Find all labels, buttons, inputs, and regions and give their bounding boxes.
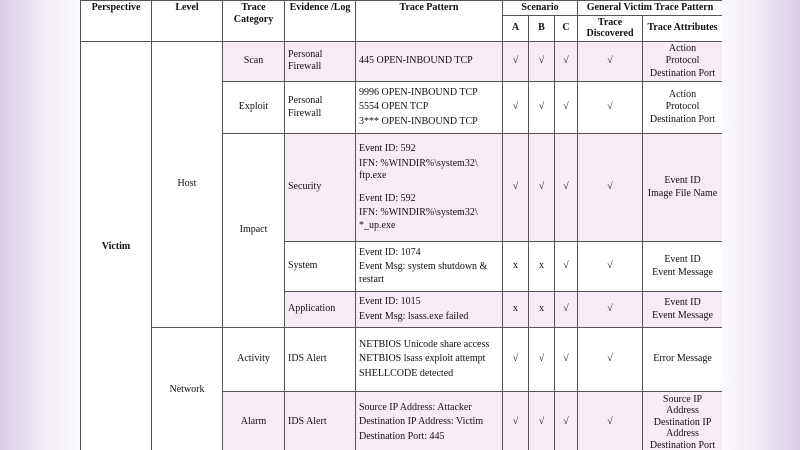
header-scenario: Scenario xyxy=(503,1,578,16)
attributes-cell xyxy=(643,41,722,82)
pattern-line: IFN: %WINDIR%\system32\ ftp.exe xyxy=(359,157,478,181)
trace-discovered-mark: √ xyxy=(578,392,643,450)
evidence-cell: IDS Alert xyxy=(285,392,356,450)
pattern-line: 445 OPEN-INBOUND TCP xyxy=(359,55,473,66)
attribute-item: Event ID xyxy=(664,254,701,265)
pattern-line: SHELLCODE detected xyxy=(359,367,454,379)
scenario-b-mark: x xyxy=(529,292,555,328)
attributes-cell xyxy=(643,82,722,134)
header-trace-pattern: Trace Pattern xyxy=(356,1,503,42)
pattern-cell xyxy=(356,242,503,292)
scenario-c-mark: √ xyxy=(555,392,578,450)
attribute-item: Event ID xyxy=(664,297,701,308)
category-cell: Alarm xyxy=(223,392,285,450)
scenario-c-mark: √ xyxy=(555,292,578,328)
scenario-b-mark: √ xyxy=(529,82,555,134)
scenario-a-mark: √ xyxy=(503,134,529,242)
pattern-line: Event ID: 1015 xyxy=(359,296,421,307)
attribute-item: Protocol xyxy=(665,101,700,113)
document-page xyxy=(80,0,722,450)
pattern-line: 9996 OPEN-INBOUND TCP xyxy=(359,86,478,98)
header-trace-attributes: Trace Attributes xyxy=(643,15,722,41)
evidence-cell: System xyxy=(285,242,356,292)
attribute-item: Event Message xyxy=(652,309,713,321)
attribute-item: Destination IP xyxy=(653,416,712,428)
trace-discovered-mark: √ xyxy=(578,292,643,328)
level-network-cell: Network xyxy=(152,328,223,450)
category-cell: Activity xyxy=(223,328,285,392)
evidence-cell: IDS Alert xyxy=(285,328,356,392)
pattern-line: Destination Port: 445 xyxy=(359,430,445,442)
pattern-line: Event ID: 1074 xyxy=(359,246,421,258)
pattern-line: Event Msg: lsass.exe failed xyxy=(359,310,469,322)
attribute-item: Image File Name xyxy=(647,187,718,199)
pattern-cell xyxy=(356,41,503,82)
scenario-b-mark: √ xyxy=(529,328,555,392)
attributes-cell xyxy=(643,134,722,242)
pattern-cell xyxy=(356,392,503,450)
scenario-b-mark: x xyxy=(529,242,555,292)
header-scenario-a: A xyxy=(503,15,529,41)
pattern-line: 5554 OPEN TCP xyxy=(359,101,429,113)
attributes-cell xyxy=(643,292,722,328)
scenario-a-mark: √ xyxy=(503,328,529,392)
attribute-item: Event Message xyxy=(652,266,713,278)
pattern-line: IFN: %WINDIR%\system32\ *_up.exe xyxy=(359,207,478,231)
trace-pattern-table xyxy=(80,0,722,450)
evidence-cell: Personal Firewall xyxy=(285,41,356,82)
pattern-cell xyxy=(356,134,503,242)
pattern-cell xyxy=(356,328,503,392)
attributes-cell xyxy=(643,392,722,450)
pattern-line: Event ID: 592 xyxy=(359,192,416,204)
evidence-cell: Application xyxy=(285,292,356,328)
trace-discovered-mark: √ xyxy=(578,328,643,392)
scenario-c-mark: √ xyxy=(555,134,578,242)
attribute-item: Protocol xyxy=(665,55,700,66)
header-level: Level xyxy=(152,1,223,42)
header-perspective: Perspective xyxy=(81,1,152,42)
header-scenario-c: C xyxy=(555,15,578,41)
pattern-line: Event Msg: system shutdown & restart xyxy=(359,261,488,285)
scenario-b-mark: √ xyxy=(529,41,555,82)
scenario-c-mark: √ xyxy=(555,242,578,292)
header-trace-category: Trace Category xyxy=(223,1,285,42)
attribute-item: Destination Port xyxy=(649,113,716,125)
trace-discovered-mark: √ xyxy=(578,41,643,82)
pattern-cell xyxy=(356,82,503,134)
pattern-line: NETBIOS Unicode share access xyxy=(359,338,490,350)
header-trace-discovered: Trace Discovered xyxy=(578,15,643,41)
trace-discovered-mark: √ xyxy=(578,242,643,292)
pattern-line: NETBIOS lsass exploit attempt xyxy=(359,353,486,365)
table-row xyxy=(81,41,723,82)
attribute-item: Destination Port xyxy=(649,67,716,79)
attributes-cell xyxy=(643,242,722,292)
scenario-a-mark: x xyxy=(503,242,529,292)
pattern-line: 3*** OPEN-INBOUND TCP xyxy=(359,115,478,127)
attribute-item: Source IP xyxy=(662,393,703,405)
header-evidence-log: Evidence /Log xyxy=(285,1,356,42)
pattern-line: Event ID: 592 xyxy=(359,143,416,154)
scenario-c-mark: √ xyxy=(555,328,578,392)
scenario-c-mark: √ xyxy=(555,41,578,82)
scenario-b-mark: √ xyxy=(529,392,555,450)
perspective-cell: Victim xyxy=(81,41,152,450)
scenario-a-mark: √ xyxy=(503,82,529,134)
scenario-c-mark: √ xyxy=(555,82,578,134)
category-cell: Exploit xyxy=(223,82,285,134)
pattern-line: Destination IP Address: Victim xyxy=(359,416,484,428)
category-cell: Scan xyxy=(223,41,285,82)
evidence-cell: Personal Firewall xyxy=(285,82,356,134)
table-row xyxy=(81,328,723,392)
pattern-line: Source IP Address: Attacker xyxy=(359,401,472,413)
attribute-item: Destination Port xyxy=(649,439,716,450)
header-general-pattern: General Victim Trace Pattern xyxy=(578,1,722,16)
attribute-item: Event ID xyxy=(664,175,701,186)
category-impact-cell: Impact xyxy=(223,134,285,328)
trace-discovered-mark: √ xyxy=(578,134,643,242)
pattern-cell xyxy=(356,292,503,328)
attribute-item: Address xyxy=(666,405,699,417)
scenario-a-mark: x xyxy=(503,292,529,328)
level-host-cell: Host xyxy=(152,41,223,328)
trace-discovered-mark: √ xyxy=(578,82,643,134)
attribute-item: Address xyxy=(666,428,699,440)
header-scenario-b: B xyxy=(529,15,555,41)
attribute-item: Action xyxy=(668,42,697,54)
attribute-item: Action xyxy=(668,88,697,100)
attributes-cell xyxy=(643,328,722,392)
attribute-item: Error Message xyxy=(653,353,712,365)
scenario-b-mark: √ xyxy=(529,134,555,242)
scenario-a-mark: √ xyxy=(503,41,529,82)
evidence-cell: Security xyxy=(285,134,356,242)
scenario-a-mark: √ xyxy=(503,392,529,450)
